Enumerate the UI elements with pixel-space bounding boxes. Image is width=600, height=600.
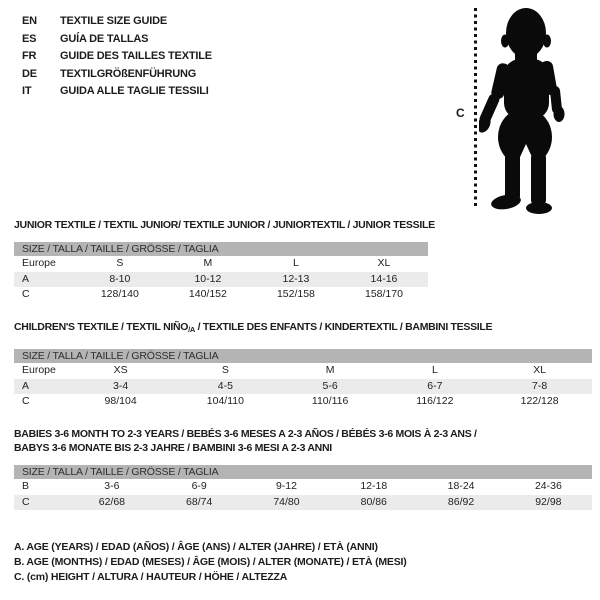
- height-cell: 110/116: [311, 395, 349, 407]
- language-row-es: [22, 31, 212, 49]
- months-cell: 18-24: [447, 480, 475, 492]
- size-cell: L: [431, 364, 438, 376]
- age-cell: 7-8: [532, 379, 548, 392]
- children-table-title: [14, 320, 492, 337]
- children-table: [14, 349, 592, 410]
- size-cell: L: [293, 257, 299, 269]
- language-code: DE: [22, 67, 37, 80]
- height-cell: 116/122: [416, 395, 454, 407]
- figure-block: [456, 0, 600, 215]
- guide-title-fr: GUIDE DES TAILLES TEXTILE: [60, 50, 212, 62]
- months-cell: 3-6: [104, 480, 120, 492]
- row-label: Europe: [22, 364, 56, 376]
- legend-footnotes: [14, 540, 407, 586]
- row-label: C: [22, 495, 30, 508]
- table-row-b: [14, 479, 592, 495]
- children-title-prefix: CHILDREN'S TEXTILE / TEXTIL NIÑO: [14, 321, 189, 333]
- height-cell: 152/158: [276, 288, 315, 300]
- junior-table: [14, 242, 428, 303]
- measure-label-c: C: [456, 106, 465, 120]
- size-cell: S: [116, 257, 124, 269]
- language-code: IT: [22, 85, 32, 97]
- size-cell: S: [221, 364, 229, 376]
- height-cell: 74/80: [273, 495, 300, 508]
- height-cell: 158/170: [364, 288, 403, 300]
- guide-title-en: TEXTILE SIZE GUIDE: [60, 15, 168, 27]
- row-label: A: [22, 272, 30, 285]
- table-row-c: [14, 495, 592, 511]
- row-label: B: [22, 480, 30, 492]
- row-label: Europe: [22, 257, 56, 269]
- height-cell: 140/152: [188, 288, 227, 300]
- guide-title-de: TEXTILGRÖßENFÜHRUNG: [60, 67, 197, 80]
- footnote-c: C. (cm) HEIGHT / ALTURA / HAUTEUR / HÖHE / ALTEZZA: [14, 571, 288, 584]
- language-code: EN: [22, 15, 37, 27]
- footnote-a: A. AGE (YEARS) / EDAD (AÑOS) / ÂGE (ANS) / ALTER (JAHRE) / ETÀ (ANNI): [14, 541, 378, 553]
- junior-table-title: JUNIOR TEXTILE / TEXTIL JUNIOR/ TEXTILE JUNIOR / JUNIORTEXTIL / JUNIOR TESSILE: [14, 219, 435, 231]
- age-cell: 3-4: [113, 379, 129, 392]
- size-cell: M: [325, 364, 335, 376]
- table-row-c: [14, 287, 428, 303]
- table-row-europe: [14, 256, 428, 272]
- table-row-c: [14, 394, 592, 410]
- junior-size-header-bar: SIZE / TALLA / TAILLE / GRÖSSE / TAGLIA: [14, 242, 428, 256]
- height-cell: 98/104: [104, 395, 137, 407]
- age-cell: 5-6: [322, 379, 338, 392]
- babies-size-header-bar: SIZE / TALLA / TAILLE / GRÖSSE / TAGLIA: [14, 465, 592, 479]
- months-cell: 12-18: [360, 480, 388, 492]
- children-size-header-bar: SIZE / TALLA / TAILLE / GRÖSSE / TAGLIA: [14, 349, 592, 363]
- age-cell: 10-12: [194, 272, 222, 285]
- guide-title-es: GUÍA DE TALLAS: [60, 32, 149, 45]
- babies-table: [14, 465, 592, 510]
- height-cell: 80/86: [360, 495, 387, 508]
- baby-silhouette: [479, 0, 600, 215]
- table-row-a: [14, 272, 428, 288]
- table-row-europe: [14, 363, 592, 379]
- height-measure-dotted-line: [474, 8, 477, 206]
- language-code: ES: [22, 32, 37, 45]
- size-cell: M: [203, 257, 213, 269]
- age-cell: 6-7: [427, 379, 443, 392]
- age-cell: 8-10: [109, 272, 131, 285]
- height-cell: 68/74: [186, 495, 213, 508]
- height-cell: 128/140: [100, 288, 139, 300]
- children-title-subscript: /A: [188, 325, 196, 334]
- language-code: FR: [22, 50, 37, 62]
- language-title-block: [22, 13, 212, 101]
- age-cell: 4-5: [217, 379, 233, 392]
- months-cell: 9-12: [275, 480, 297, 492]
- row-label: C: [22, 395, 30, 407]
- footnote-b: B. AGE (MONTHS) / EDAD (MESES) / ÂGE (MOIS) / ALTER (MONATE) / ETÀ (MESI): [14, 556, 407, 569]
- row-label: A: [22, 379, 30, 392]
- language-row-de: [22, 66, 212, 84]
- months-cell: 24-36: [534, 480, 562, 492]
- age-cell: 14-16: [370, 272, 398, 285]
- size-cell: XL: [377, 257, 391, 269]
- height-cell: 62/68: [98, 495, 126, 508]
- babies-table-title: [14, 427, 477, 455]
- months-cell: 6-9: [191, 480, 207, 492]
- row-label: C: [22, 288, 30, 300]
- children-title-suffix: / TEXTILE DES ENFANTS / KINDERTEXTIL / BAMBINI TESSILE: [195, 321, 493, 333]
- height-cell: 104/110: [206, 395, 244, 407]
- language-row-en: [22, 13, 212, 31]
- height-cell: 92/98: [535, 495, 562, 508]
- size-cell: XS: [113, 364, 128, 376]
- babies-title-line2: BABYS 3-6 MONATE BIS 2-3 JAHRE / BAMBINI 3-6 MESI A 2-3 ANNI: [14, 442, 332, 454]
- language-row-it: [22, 83, 212, 101]
- age-cell: 12-13: [282, 272, 310, 285]
- height-cell: 122/128: [520, 395, 559, 407]
- height-cell: 86/92: [447, 495, 475, 508]
- babies-title-line1: BABIES 3-6 MONTH TO 2-3 YEARS / BEBÉS 3-6 MESES A 2-3 AÑOS / BÉBÉS 3-6 MOIS À 2-3 ANS /: [14, 428, 477, 440]
- language-row-fr: [22, 48, 212, 66]
- table-row-a: [14, 379, 592, 395]
- size-cell: XL: [533, 364, 547, 376]
- guide-title-it: GUIDA ALLE TAGLIE TESSILI: [60, 85, 209, 97]
